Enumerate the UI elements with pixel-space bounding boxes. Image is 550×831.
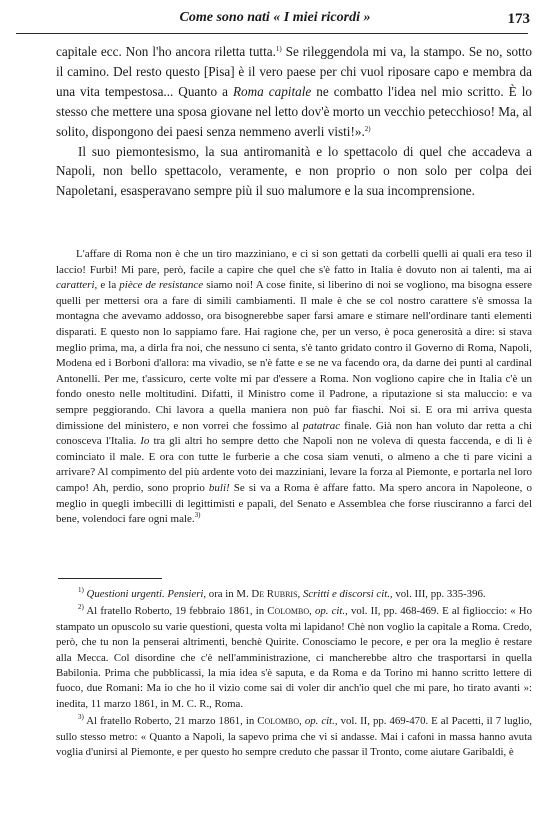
footnote-rule: [58, 578, 162, 579]
footnote-1: $^{1)}$ Questioni urgenti. Pensieri, ora in M. De Rubris, Scritti e discorsi cit., vol. III, pp. 335-396.: [78, 586, 486, 600]
paragraph-piemontesismo: Il suo piemontesismo, la sua antiromanità e lo spettacolo di quel che accadeva a Napoli, non bello spettacolo, veramente, e non proprio o non solo per colpa dei Napoletani, esasperavano sempre più il suo malumore e la sua incomprensione.: [56, 143, 532, 199]
footnote-ref: 3): [194, 511, 201, 520]
footnote-ref: 2): [364, 124, 371, 133]
block-quotation: [56, 247, 532, 528]
footnote-2: $^{2)}$ Al fratello Roberto, 19 febbraio 1861, in Colombo, op. cit., vol. II, pp. 468-469. E al figlioccio: « Ho stampato un opuscolo su varie questioni, questa volta mi lapidano! Chè non voglio la capitale a Roma. Credo, però, che tu non la penserai altrimenti, benchè Quirite. Conosciamo le pecore, e per ora la meglio è restare alla Mecca. Col disordine che c'è nell'amministrazione, ci mancherebbe altro che trasportarsi in quella Babilonia. Prima che pubblicassi, la mia idea s'è saputa, e da Roma e da Torino mi hanno scritto lettere di fuoco, due Romani: Ma io che ho il vizio come sai di voler dir anch'io quel che mi pare, ho tirato avanti »: inedita, 11 marzo 1861, in M. C. R., Roma.: [56, 603, 533, 710]
footnotes: [56, 587, 532, 762]
footnote-3: $^{3)}$ Al fratello Roberto, 21 marzo 1861, in Colombo, op. cit., vol. II, pp. 469-470. E al Pacetti, il 7 luglio, sullo stesso metro: « Quanto a Napoli, la sapevo prima che vi si andasse. Mai i cafoni in massa hanno avuta voglia d'unirsi al Piemonte, e per questo ho sempre creduto che passar il Tronto, come aiutare Garibaldi, è: [56, 713, 532, 759]
quotation-text: L'affare di Roma non è che un tiro mazziniano, e ci si son gettati da corbelli quelli ai quali era teso il laccio! Furbi! Mi pare, però, facile a capire che quel che s'è fatto in Italia è dovuto non ai talenti, ma ai caratteri, e la pièce de resistance siamo noi! A cose finite, si liberino di noi se vogliono, ma bisogna essere quelli per mettersi ora a fare di simili cambiamenti. Il male è che se col nostro carattere s'è smossa la montagna che avevamo addosso, ora bisognerebbe saper farsi amare e stimare nell'ordinare tanti elementi disparati. E questo non lo sappiamo fare. Hai ragione che, per un verso, è poca generosità a dire: si stava meglio prima, ma, a dirla fra noi, che nessuno ci senta, s'è tanto gridato contro il Governo di Roma, Napoli, Modena ed i Borboni d'allora: ma vivadio, se n'è fatte e se ne va facendo ora, da darne dei punti al cardinal Antonelli. Per me, t'assicuro, certe volte mi par d'essere a Roma. Non vogliono capire che in Italia c'è un fondo onesto nelle moltitudini. Difatti, il Ministro come il Padrone, a riputazione si sta maluccio: e va sempre peggiorando. Chi lavora a quella maniera non può far fiaschi. Noi si. E ora mi arriva questa dimissione del ministero, e non vorrei che fossimo al patatrac finale. Già non han voluto dar retta a chi conosceva l'Italia. Io tra gli altri ho sempre detto che Napoli non ne voleva di questa faccenda, e di lì è cominciato il male. E ora con tutte le furberie a che cosa siam venuti, o almeno a che ti pare vicini a arrivare? Al compimento del più ardente voto dei mazziniani, levare la forza al Piemonte, e portarla nel loro campo! Ah, perdio, sono proprio buli! Se si va a Roma è affare fatto. Ma spero ancora in Napoleone, o meglio in quegli imbecilli di legittimisti e papali, del Senato e Assemblea che forse riusciranno a farci del bene, volendoci fare ogni male.$^{3)}$: [56, 248, 532, 526]
header-rule: [16, 33, 528, 34]
footnote-ref: 1): [275, 45, 282, 53]
running-title: Come sono nati « I miei ricordi »: [179, 10, 371, 25]
page-number: 173: [507, 11, 530, 27]
main-text: [56, 42, 532, 201]
paragraph-continued: capitale ecc. Non l'ho ancora riletta tutta.$^{1)}$ Se rileggendola mi va, la stampo. Se no, sotto il camino. Del resto questo [Pisa] è il vero paese per chi vuol riposare capo e membra da una vita tempestosa... Quanto a Roma capitale ne combatto l'idea nel mio scritto. È lo stesso che mettere una sposa giovane nel letto dov'è morto un vecchio petecchioso! Ma, al solito, dispongono dei paesi senza nemmeno averli visti!».$^{2)}$: [56, 44, 532, 139]
